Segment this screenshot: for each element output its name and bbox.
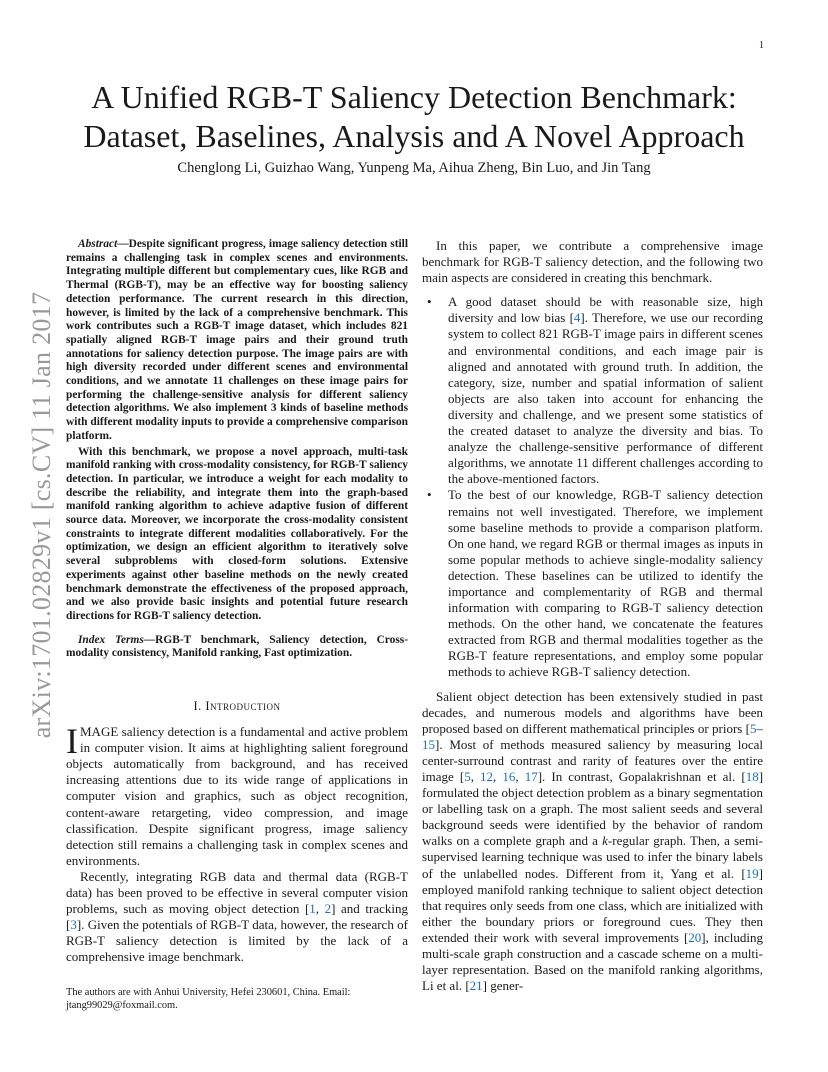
abstract-label: Abstract (78, 238, 118, 250)
arxiv-stamp: arXiv:1701.02829v1 [cs.CV] 11 Jan 2017 (27, 291, 56, 739)
intro-text-2c: ] and tracking [ (66, 901, 408, 933)
section-heading (66, 699, 408, 714)
intro-text-1: MAGE saliency detection is a fundamental and active problem in computer vision. It aims at highlighting salient foreground objects automatically from background, and has received increasing attentions due to its wide range of applications in computer vision and graphics, such as object recognition, content-aware retargeting, video compression, and image classification. Despite significant progress, image saliency detection still remains a challenging task in complex scenes and environments. (66, 724, 408, 868)
intro-text-2b: , (315, 901, 325, 917)
rp2-l: ], including multi-scale graph construction and a cascade scheme on a multi-layer representation. Based on the manifold ranking algorithms, Li et al. [ (422, 929, 763, 994)
index-terms-label: Index Terms (78, 633, 144, 646)
rp2-d: , (470, 769, 481, 784)
citation-link[interactable]: 5 (464, 769, 471, 784)
author-list: Chenglong Li, Guizhao Wang, Yunpeng Ma, Aihua Zheng, Bin Luo, and Jin Tang (177, 160, 651, 176)
intro-text-2d: ]. Given the potentials of RGB-T data, however, the research of RGB-T saliency detection is limited by the lack of a comprehensive image benchmark. (66, 917, 408, 965)
title-line-1: A Unified RGB-T Saliency Detection Benchmark: (91, 79, 737, 115)
citation-link[interactable]: 1 (309, 901, 316, 917)
paper-title (30, 78, 798, 156)
left-column (66, 238, 408, 966)
citation-link[interactable]: 12 (480, 769, 494, 784)
citation-link[interactable]: 3 (70, 917, 77, 933)
citation-link[interactable]: 18 (745, 769, 759, 784)
rp2-e: , (493, 769, 503, 784)
rp2-f: , (515, 769, 525, 784)
right-paragraph-2 (422, 689, 763, 995)
index-terms: Index Terms—RGB-T benchmark, Saliency detection, Cross-modality consistency, Manifold ranking, Fast optimization. (66, 633, 409, 660)
rp2-j: ] employed manifold ranking technique to salient object detection that requires only seeds from one class, which are initialized with either the boundary priors or foreground cues. They then extended their work with several improvements [ (422, 865, 763, 945)
rp2-i: -regular graph. Then, a semi-supervised learning technique was used to infer the binary labels of the unlabelled nodes. Different from it, Yang et al. [ (422, 833, 763, 881)
bullet-1-text-a: A good dataset should be with reasonable size, high diversity and low bias [ (448, 294, 763, 326)
title-line-2: Dataset, Baselines, Analysis and A Novel Approach (83, 118, 745, 154)
abstract-text-1: Despite significant progress, image saliency detection still remains a challenging task in complex scenes and environments. Integrating multiple different but complementary cues, like RGB and Thermal (RGB-T), may be an effective way for boosting saliency detection performance. The current research in this direction, however, is limited by the lack of a comprehensive benchmark. This work contributes such a RGB-T image dataset, which includes 821 spatially aligned RGB-T image pairs and their ground truth annotations for saliency detection purpose. The image pairs are with high diversity recorded under different scenes and environmental conditions, and we annotate 11 challenges on these image pairs for performing the challenge-sensitive analysis for different saliency detection algorithms. We also implement 3 kinds of baseline methods with different modality inputs to provide a comprehensive comparison platform. (66, 238, 408, 442)
citation-link[interactable]: 20 (688, 929, 702, 945)
citation-link[interactable]: 5 (750, 720, 757, 736)
drop-cap: I (66, 721, 78, 762)
footnote: The authors are with Anhui University, Hefei 230601, China. Email: jtang99029@foxmail.com. (66, 987, 351, 1011)
rp2-g: ]. In contrast, Gopalakrishnan et al. [ (537, 769, 746, 784)
rp2-b: – (756, 720, 763, 736)
intro-paragraph-2 (66, 869, 408, 966)
rp2-h: ] formulated the object detection problem as a binary segmentation or labelling task on a graph. The most salient seeds and several background seeds were identified by the behavior of random walks on a complete graph and a (422, 769, 764, 849)
right-column (422, 238, 763, 994)
citation-link[interactable]: 15 (422, 736, 435, 752)
rp2-k: k (602, 833, 608, 849)
section-number: I. (193, 699, 202, 714)
intro-text-2a: Recently, integrating RGB data and thermal data (RGB-T data) has been proved to be effective in several computer vision problems, such as moving object detection [ (66, 868, 408, 917)
rp2-a: Salient object detection has been extensively studied in past decades, and numerous models and algorithms have been proposed based on different mathematical principles or priors [ (422, 688, 763, 736)
index-terms-text: RGB-T benchmark, Saliency detection, Cross-modality consistency, Manifold ranking, Fast optimization. (66, 633, 409, 660)
citation-link[interactable]: 17 (524, 769, 538, 784)
section-title: Introduction (205, 699, 281, 714)
intro-paragraph-1 (66, 721, 408, 869)
citation-link[interactable]: 4 (573, 310, 581, 326)
rp2-m: ] gener- (482, 978, 524, 994)
list-item: • To the best of our knowledge, RGB-T saliency detection remains not well investigated. Therefore, we implement some baseline methods to provide a comparison platform. On one hand, we regard RGB or thermal images as inputs in some popular methods to achieve single-modality saliency detection. These baselines can be utilized to identify the importance and complementarity of RGB and thermal information with comparing to RGB-T saliency detection methods. On the other hand, we concatenate the features extracted from RGB and thermal modalities together as the RGB-T feature representations, and employ some popular methods to achieve RGB-T saliency detection. (448, 487, 763, 680)
citation-link[interactable]: 21 (469, 978, 483, 994)
contribution-list (422, 294, 763, 680)
abstract-paragraph-1: Abstract—Despite significant progress, image saliency detection still remains a challenging task in complex scenes and environments. Integrating multiple different but complementary cues, like RGB and Thermal (RGB-T), may be an effective way for boosting saliency detection performance. The current research in this direction, however, is limited by the lack of a comprehensive benchmark. This work contributes such a RGB-T image dataset, which includes 821 spatially aligned RGB-T image pairs and their ground truth annotations for saliency detection purpose. The image pairs are with high diversity recorded under different scenes and environmental conditions, and we annotate 11 challenges on these image pairs for performing the challenge-sensitive analysis for different saliency detection algorithms. We also implement 3 kinds of baseline methods with different modality inputs to provide a comprehensive comparison platform. (66, 238, 408, 442)
citation-link[interactable]: 2 (324, 901, 332, 917)
right-paragraph-1: In this paper, we contribute a comprehensive image benchmark for RGB-T saliency detection, and the following two main aspects are considered in creating this benchmark. (422, 238, 763, 286)
citation-link[interactable]: 19 (745, 865, 759, 881)
citation-link[interactable]: 16 (502, 769, 516, 784)
list-item (448, 294, 763, 487)
abstract-paragraph-2: With this benchmark, we propose a novel approach, multi-task manifold ranking with cross-modality consistency, for RGB-T saliency detection. In particular, we introduce a weight for each modality to describe the reliability, and integrate them into the graph-based manifold ranking algorithm to achieve adaptive fusion of different source data. Moreover, we incorporate the cross-modality consistent constraints to integrate different modalities collaboratively. For the optimization, we design an efficient algorithm to iteratively solve several subproblems with closed-form solutions. Extensive experiments against other baseline methods on the newly created benchmark demonstrate the effectiveness of the proposed approach, and we also provide basic insights and potential future research directions for RGB-T saliency detection. (66, 445, 408, 622)
bullet-1-text-b: ]. Therefore, we use our recording system to collect 821 RGB-T image pairs in different scenes and environmental conditions, and each image pair is aligned and annotated with ground truth. In addition, the category, size, number and spatial information of salient objects are also taken into account for enhancing the diversity and challenge, and we present some statistics of the created dataset to analyze the diversity and bias. To analyze the challenge-sensitive performance of different algorithms, we annotate 11 different challenges according to the above-mentioned factors. (448, 310, 763, 487)
page-number: 1 (759, 40, 764, 51)
rp2-c: ]. Most of methods measured saliency by measuring local center-surround contrast and rarity of features over the entire image [ (422, 736, 763, 784)
